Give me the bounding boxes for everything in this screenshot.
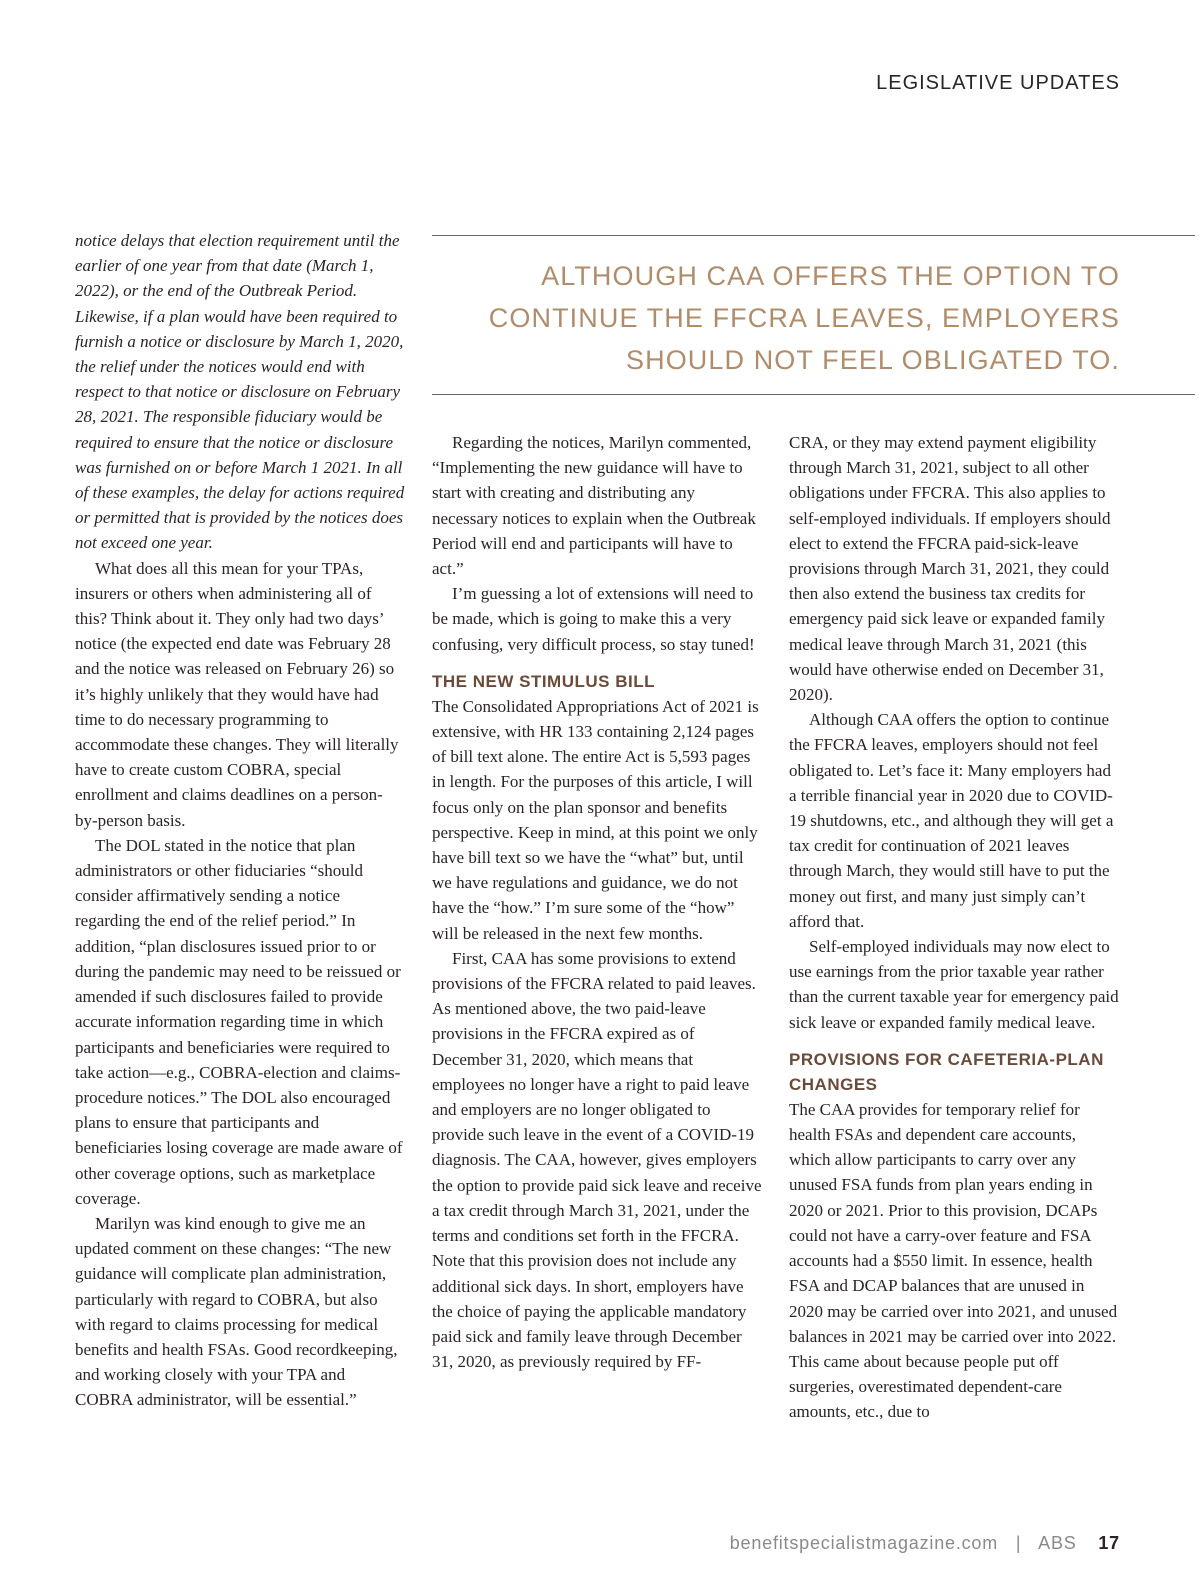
section-heading: THE NEW STIMULUS BILL — [432, 671, 655, 691]
paragraph: I’m guessing a lot of extensions will need to be made, which is going to make this a very confusing, very difficult process, so stay tuned! — [432, 584, 755, 654]
paragraph: Regarding the notices, Marilyn commented, “Implementing the new guidance will have to start with creating and distributing any necessary notices to explain when the Outbreak Period will end and participants will have to act.” — [432, 433, 756, 579]
footer-site: benefitspecialistmagazine.com — [729, 1533, 999, 1553]
paragraph: CRA, or they may extend payment eligibility through March 31, 2021, subject to all other obligations under FFCRA. This also applies to self-employed individuals. If employers should elect to extend the FFCRA paid-sick-leave provisions through March 31, 2021, they could then also extend the business tax credits for emergency paid sick leave or expanded family medical leave through March 31, 2021 (this would have otherwise ended on December 31, 2020). — [789, 433, 1111, 705]
article-column-1 — [75, 228, 405, 1413]
paragraph: What does all this mean for your TPAs, insurers or others when administering all of this? Think about it. They only had two days’ notice (the expected end date was February 28 and the notice was released on February 26) so it’s highly unlikely that they would have had time to do necessary programming to accommodate these changes. They will literally have to create custom COBRA, special enrollment and claims deadlines on a person-by-person basis. — [75, 558, 399, 830]
page-footer — [730, 1533, 1120, 1554]
paragraph: First, CAA has some provisions to extend provisions of the FFCRA related to paid leaves. As mentioned above, the two paid-leave provisions in the FFCRA expired as of December 31, 2020, which means that employees no longer have a right to paid leave and employers are no longer obligated to provide such leave in the event of a COVID-19 diagnosis. The CAA, however, gives employers the option to provide paid sick leave and receive a tax credit through March 31, 2021, under the terms and conditions set forth in the FFCRA. Note that this provision does not include any additional sick days. In short, employers have the choice of paying the applicable mandatory paid sick and family leave through December 31, 2020, as previously required by FF- — [432, 948, 762, 1372]
paragraph: notice delays that election requirement until the earlier of one year from that date (March 1, 2022), or the end of the Outbreak Period. Likewise, if a plan would have been required to furnish a notice or disclosure by March 1, 2020, the relief under the notices would end with respect to that notice or disclosure on February 28, 2021. The responsible fiduciary would be required to ensure that the notice or disclosure was furnished on or before March 1 2021. In all of these examples, the delay for actions required or permitted that is provided by the notices does not exceed one year. — [75, 231, 405, 553]
section-label: LEGISLATIVE UPDATES — [876, 72, 1120, 94]
pull-quote — [432, 235, 1195, 395]
footer-magazine: ABS — [1038, 1533, 1077, 1553]
footer-separator: | — [1015, 1533, 1022, 1553]
section-heading: PROVISIONS FOR CAFETERIA-PLAN CHANGES — [789, 1049, 1104, 1094]
paragraph: Marilyn was kind enough to give me an updated comment on these changes: “The new guidance will complicate plan administration, particularly with regard to COBRA, but also with regard to claims processing for medical benefits and health FSAs. Good recordkeeping, and working closely with your TPA and COBRA administrator, will be essential.” — [75, 1213, 398, 1410]
pull-quote-text: ALTHOUGH CAA OFFERS THE OPTION TO CONTINUE THE FFCRA LEAVES, EMPLOYERS SHOULD NOT FEEL OBLIGATED TO. — [488, 261, 1120, 375]
article-column-2 — [432, 430, 764, 1374]
paragraph: The CAA provides for temporary relief for health FSAs and dependent care accounts, which allow participants to carry over any unused FSA funds from plan years ending in 2020 or 2021. Prior to this provision, DCAPs could not have a carry-over feature and FSA accounts had a $550 limit. In essence, health FSA and DCAP balances that are unused in 2020 may be carried over into 2021, and unused balances in 2021 may be carried over into 2022. This came about because people put off surgeries, overestimated dependent-care amounts, etc., due to — [789, 1099, 1118, 1422]
article-column-3 — [789, 430, 1121, 1425]
paragraph: Self-employed individuals may now elect to use earnings from the prior taxable year rather than the current taxable year for emergency paid sick leave or expanded family medical leave. — [789, 937, 1119, 1032]
paragraph: The DOL stated in the notice that plan administrators or other fiduciaries “should consider affirmatively sending a notice regarding the end of the relief period.” In addition, “plan disclosures issued prior to or during the pandemic may need to be reissued or amended if such disclosures failed to provide accurate information regarding time in which participants and beneficiaries were required to take action—e.g., COBRA-election and claims-procedure notices.” The DOL also encouraged plans to ensure that participants and beneficiaries losing coverage are made aware of other coverage options, such as marketplace coverage. — [75, 835, 403, 1208]
paragraph: The Consolidated Appropriations Act of 2021 is extensive, with HR 133 containing 2,124 pages of bill text alone. The entire Act is 5,593 pages in length. For the purposes of this article, I will focus only on the plan sponsor and benefits perspective. Keep in mind, at this point we only have bill text so we have the “what” but, until we have regulations and guidance, we do not have the “how.” I’m sure some of the “how” will be released in the next few months. — [432, 696, 759, 943]
paragraph: Although CAA offers the option to continue the FFCRA leaves, employers should not feel obligated to. Let’s face it: Many employers had a terrible financial year in 2020 due to COVID-19 shutdowns, etc., and although they will get a tax credit for continuation of 2021 leaves through March, they would still have to put the money out first, and many just simply can’t afford that. — [789, 710, 1114, 931]
page-number: 17 — [1098, 1533, 1120, 1553]
